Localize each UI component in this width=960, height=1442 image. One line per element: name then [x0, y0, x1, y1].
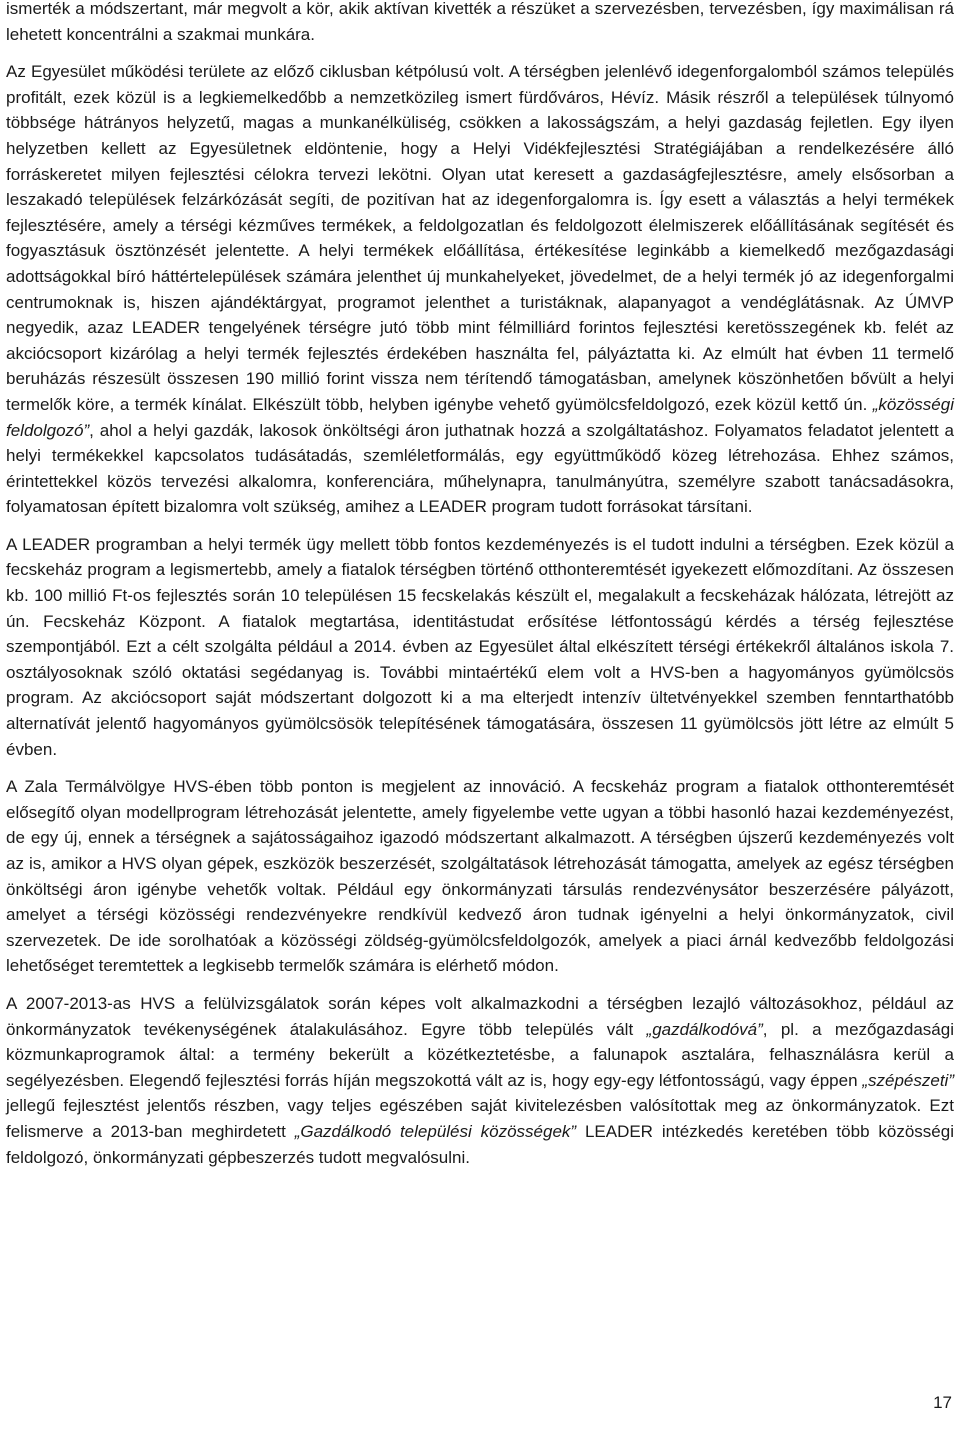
- paragraph-3: [6, 532, 954, 762]
- text-run: ismerték a módszertant, már megvolt a kör, akik aktívan kivették a részüket a szervezésben, tervezésben, így maximálisan rá lehetett koncentrálni a szakmai munkára.: [6, 0, 954, 44]
- paragraph-4: [6, 774, 954, 979]
- text-run: Az Egyesület működési területe az előző ciklusban kétpólusú volt. A térségben jelenlévő idegenforgalomból számos település profitált, ezek közül is a legkiemelkedőbb a nemzetközileg ismert fürdőváros, Hévíz. Másik részről a települések túlnyomó többsége hátrányos helyzetű, magas a munkanélküliség, csökken a lakosságszám, a helyi gazdaság fejletlen. Egy ilyen helyzetben kellett az Egyesületnek eldöntenie, hogy a Helyi Vidékfejlesztési Stratégiájában a rendelkezésére álló forráskeretet milyen fejlesztési célokra tervezi lekötni. Olyan utat keresett a gazdaságfejlesztésre, amely elsősorban a leszakadó települések felzárkózását segíti, de pozitívan hat az idegenforgalomra is. Így esett a választás a helyi termékek fejlesztésére, amely a térségi kézműves termékek, a feldolgozatlan és feldolgozott élelmiszerek előállításának segítését és fogyasztásuk ösztönzését jelentette. A helyi termékek előállítása, értékesítése leginkább a kiemelkedő mezőgazdasági adottságokkal bíró háttértelepülések számára jelenthet új munkahelyeket, jövedelmet, de a helyi termék jó az idegenforgalmi centrumoknak is, hiszen ajándéktárgyat, programot jelenthet a turistáknak, alapanyagot a vendéglátásnak. Az ÚMVP negyedik, azaz LEADER tengelyének térségre jutó több mint félmilliárd forintos fejlesztési keretösszegének kb. felét az akciócsoport kizárólag a helyi termék fejlesztés érdekében használta fel, pályáztatta ki. Az elmúlt hat évben 11 termelő beruházás részesült összesen 190 millió forint vissza nem térítendő támogatásban, amelynek köszönhetően bővült a helyi termelők köre, a termék kínálat. Elkészült több, helyben igénybe vehető gyümölcsfeldolgozó, ezek közül kettő ún.: [6, 62, 954, 414]
- paragraph-2: [6, 59, 954, 520]
- text-run: LEADER intézkedés keretében több közösségi feldolgozó, önkormányzati gépbeszerzés tudott megvalósulni.: [6, 1121, 954, 1167]
- text-run: , ahol a helyi gazdák, lakosok önköltségi áron juthatnak hozzá a szolgáltatáshoz. Folyamatos feladatot jelentett a helyi termékekkel kapcsolatos tudásátadás, szemléletformálás, egy együttműködő közeg létrehozása. Ehhez számos, érintettekkel közös tervezési alkalomra, konferenciára, műhelynapra, tanulmányútra, személyre szabott tanácsadásokra, folyamatosan épített bizalomra volt szükség, amihez a LEADER program tudott forrásokat társítani.: [6, 420, 954, 517]
- page-number: 17: [933, 1393, 952, 1412]
- text-run: A Zala Termálvölgye HVS-ében több ponton is megjelent az innováció. A fecskeház program a fiatalok otthonteremtését elősegítő olyan modellprogram létrehozását jelentette, amely figyelembe vette ugyan a többi hasonló hazai kezdeményezést, de egy új, ennek a térségnek a sajátosságaihoz igazodó módszertant alkalmazott. A térségben újszerű kezdeményezés volt az is, amikor a HVS olyan gépek, eszközök beszerzését, szolgáltatások létrehozását támogatta, amelyek az egész térségben önköltségi áron igénybe vehetők voltak. Például egy önkormányzati társulás rendezvénysátor beszerzésére pályázott, amelyet a térségi közösségi rendezvényekre rendkívül kedvező áron tudnak igényelni a helyi önkormányzatok, civil szervezetek. De ide sorolhatóak a közösségi zöldség-gyümölcsfeldolgozók, amelyek a piaci árnál kedvezőbb feldolgozási lehetőséget teremtettek a legkisebb termelők számára is elérhető módon.: [6, 777, 954, 976]
- italic-text-run: „közösségi feldolgozó”: [6, 394, 954, 440]
- italic-text-run: „szépészeti”: [862, 1070, 954, 1090]
- document-page: [6, 0, 954, 1170]
- text-run: jellegű fejlesztést jelentős részben, vagy teljes egészében saját kivitelezésben valósítottak meg az önkormányzatok. Ezt felismerve a 2013-ban meghirdetett: [6, 1096, 954, 1141]
- text-run: A 2007-2013-as HVS a felülvizsgálatok során képes volt alkalmazkodni a térségben lezajló változásokhoz, például az önkormányzatok tevékenységének átalakulásához. Egyre több település vált: [6, 993, 954, 1039]
- paragraph-1: [6, 0, 954, 47]
- text-run: , pl. a mezőgazdasági közmunkaprogramok által: a termény bekerült a közétkeztetésbe, a falunapok asztalára, felhasználásra kerül a segélyezésben. Elegendő fejlesztési forrás híján megszokottá vált az is, hogy egy-egy létfontosságú, vagy éppen: [6, 1019, 954, 1090]
- paragraph-5: [6, 991, 954, 1170]
- text-run: A LEADER programban a helyi termék ügy mellett több fontos kezdeményezés is el tudott indulni a térségben. Ezek közül a fecskeház program a legismertebb, amely a fiatalok térségben történő otthonteremtését igyekezett előmozdítani. Az összesen kb. 100 millió Ft-os fejlesztés során 10 településen 15 fecskelakás készült el, megalakult a fecskeházak hálózata, létrejött az ún. Fecskeház Központ. A fiatalok megtartása, identitástudat erősítése létfontosságú kérdés a térség fejlesztése szempontjából. Ezt a célt szolgálta például a 2014. évben az Egyesület által elkészített térségi értékekről általános iskola 7. osztályosoknak szóló oktatási segédanyag is. További mintaértékű elem volt a HVS-ben a hagyományos gyümölcsös program. Az akciócsoport saját módszertant dolgozott ki a ma elterjedt intenzív ültetvényekkel szemben fenntarthatóbb alternatívát jelentő hagyományos gyümölcsösök telepítésének támogatására, összesen 11 gyümölcsös jött létre az elmúlt 5 évben.: [6, 534, 954, 759]
- italic-text-run: „Gazdálkodó települési közösségek”: [294, 1121, 577, 1141]
- italic-text-run: „gazdálkodóvá”: [646, 1019, 763, 1039]
